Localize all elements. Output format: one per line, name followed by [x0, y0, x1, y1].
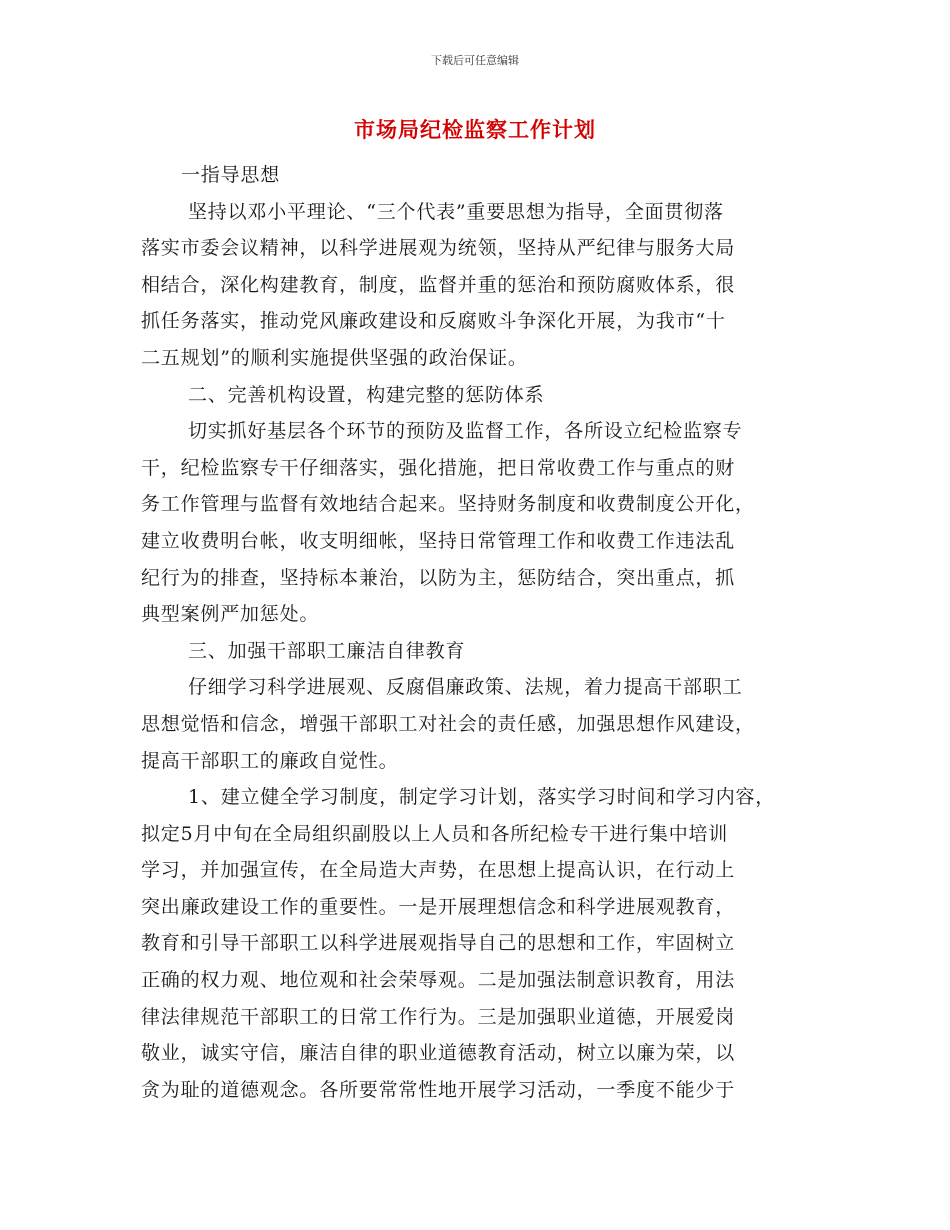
document-body [141, 157, 809, 1108]
paragraph-line: 拟定5月中旬在全局组织副股以上人员和各所纪检专干进行集中培训 [141, 822, 729, 845]
paragraph-line: 思想觉悟和信念，增强干部职工对社会的责任感，加强思想作风建设， [141, 712, 755, 735]
paragraph-line: 敬业，诚实守信，廉洁自律的职业道德教育活动，树立以廉为荣，以 [141, 1042, 736, 1065]
section-heading: 三、加强干部职工廉洁自律教育 [188, 639, 466, 662]
paragraph-line: 相结合，深化构建教育，制度，监督并重的惩治和预防腐败体系，很 [141, 273, 736, 296]
paragraph-line: 纪行为的排查，坚持标本兼治，以防为主，惩防结合，突出重点，抓 [141, 566, 736, 589]
paragraph-line: 1、建立健全学习制度，制定学习计划，落实学习时间和学习内容， [188, 786, 776, 809]
paragraph-line: 干，纪检监察专干仔细落实，强化措施，把日常收费工作与重点的财 [141, 456, 736, 479]
paragraph-line: 落实市委会议精神，以科学进展观为统领，坚持从严纪律与服务大局 [141, 237, 736, 260]
section-heading: 二、完善机构设置，构建完整的惩防体系 [188, 383, 545, 406]
section-heading: 一指导思想 [181, 164, 281, 186]
paragraph-line: 律法律规范干部职工的日常工作行为。三是加强职业道德，开展爱岗 [141, 1005, 736, 1028]
paragraph-line: 仔细学习科学进展观、反腐倡廉政策、法规，着力提高干部职工 [188, 676, 743, 699]
paragraph-line: 学习，并加强宣传，在全局造大声势，在思想上提高认识，在行动上 [141, 859, 736, 882]
paragraph-line: 正确的权力观、地位观和社会荣辱观。二是加强法制意识教育，用法 [141, 969, 736, 992]
paragraph-line: 典型案例严加惩处。 [141, 603, 320, 626]
paragraph-line: 坚持以邓小平理论、“三个代表”重要思想为指导，全面贯彻落 [188, 200, 724, 223]
paragraph-line: 抓任务落实，推动党风廉政建设和反腐败斗争深化开展，为我市“十 [141, 310, 726, 333]
page-header-note: 下载后可任意编辑 [431, 54, 519, 67]
paragraph-line: 贪为耻的道德观念。各所要常常性地开展学习活动，一季度不能少于 [141, 1078, 736, 1101]
paragraph-line: 教育和引导干部职工以科学进展观指导自己的思想和工作，牢固树立 [141, 932, 736, 955]
paragraph-line: 切实抓好基层各个环节的预防及监督工作，各所设立纪检监察专 [188, 420, 743, 443]
paragraph-line: 提高干部职工的廉政自觉性。 [141, 749, 399, 772]
paragraph-line: 建立收费明台帐，收支明细帐，坚持日常管理工作和收费工作违法乱 [141, 529, 736, 552]
paragraph-line: 突出廉政建设工作的重要性。一是开展理想信念和科学进展观教育， [141, 895, 736, 918]
paragraph-line: 二五规划”的顺利实施提供坚强的政治保证。 [141, 346, 528, 369]
paragraph-line: 务工作管理与监督有效地结合起来。坚持财务制度和收费制度公开化， [141, 493, 755, 516]
document-title: 市场局纪检监察工作计划 [354, 117, 596, 142]
